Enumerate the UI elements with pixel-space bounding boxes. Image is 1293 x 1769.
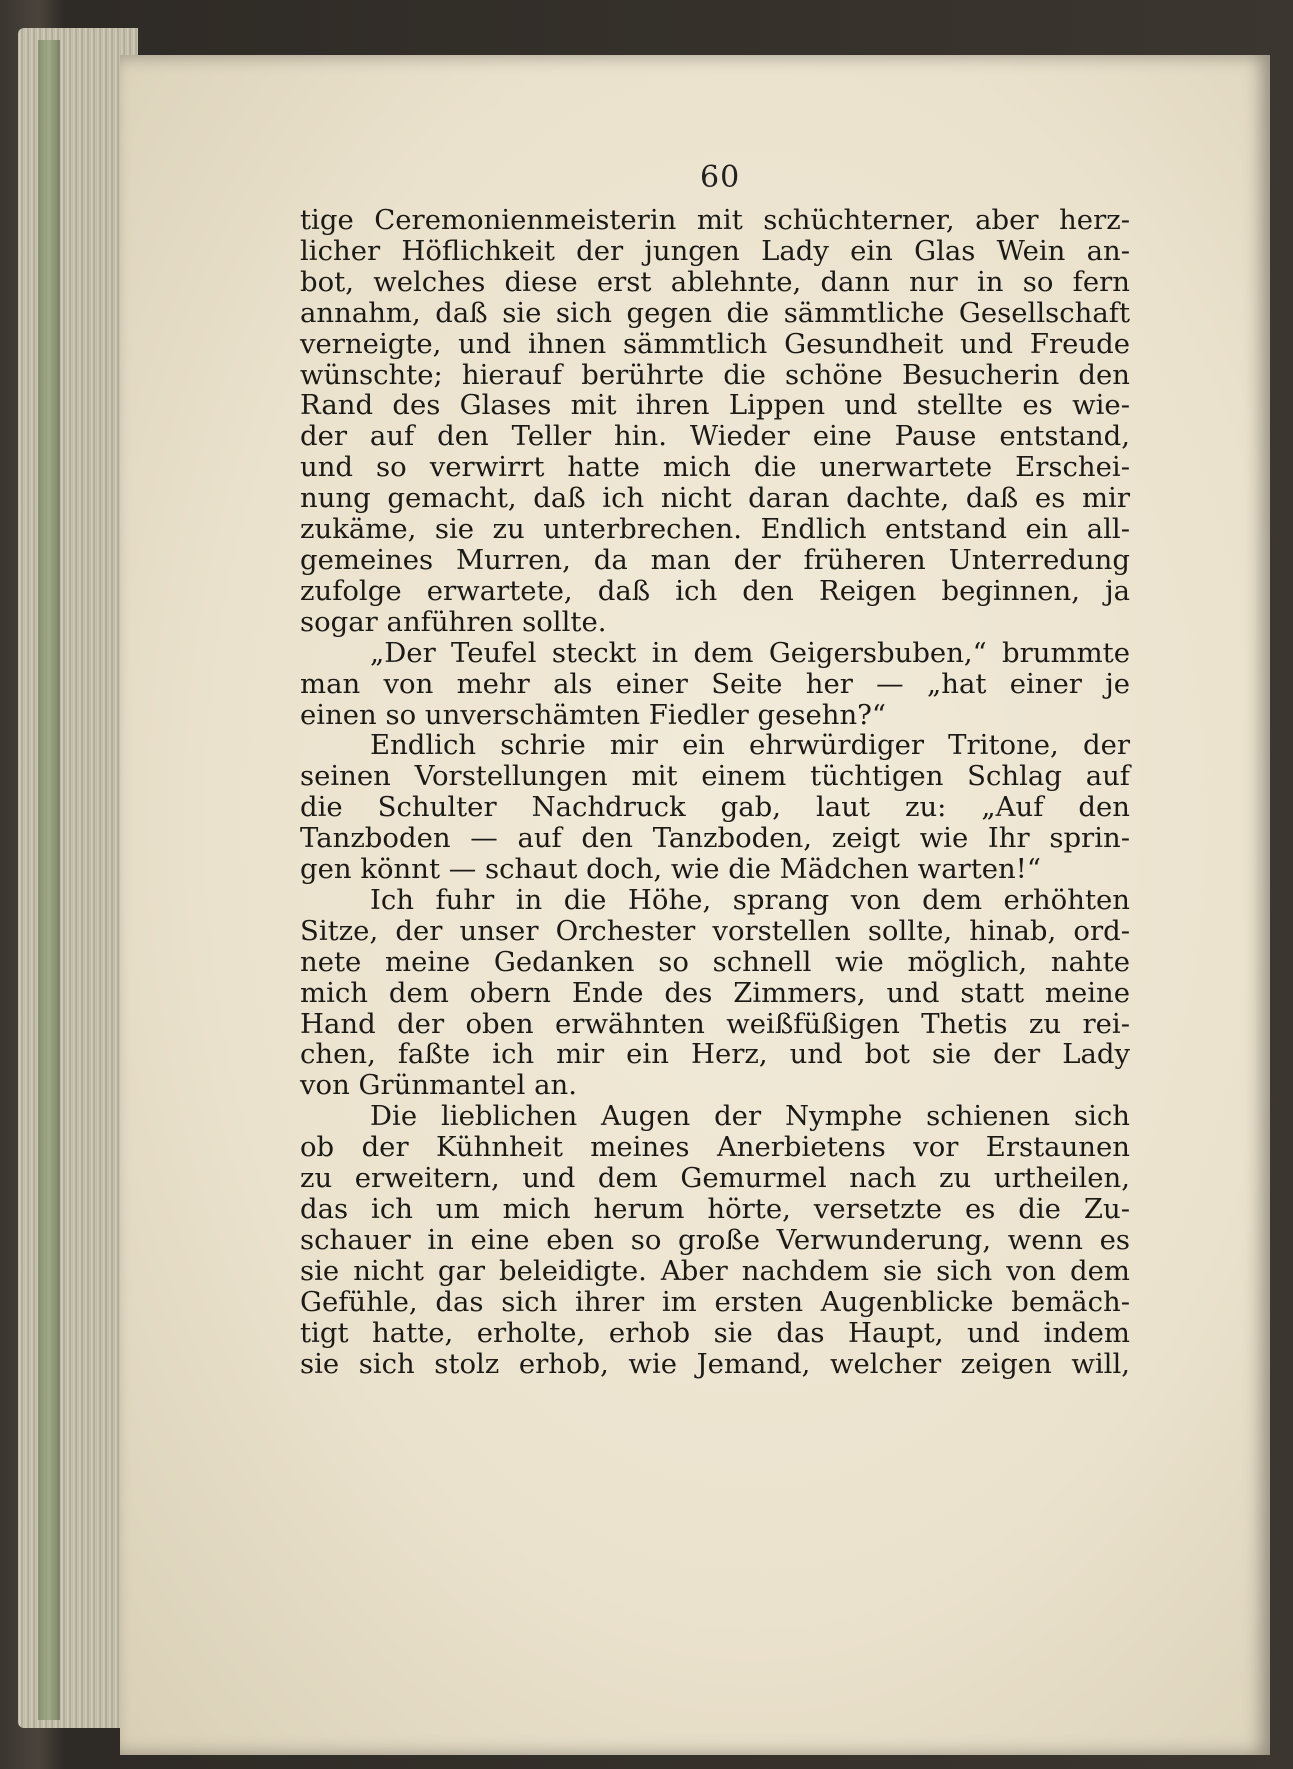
text-line: licher Höflichkeit der jungen Lady ein Glas Wein an- xyxy=(300,234,1130,267)
text-line: Endlich schrie mir ein ehrwürdiger Tritone, der xyxy=(370,729,1130,762)
text-line: verneigte, und ihnen sämmtlich Gesundheit und Freude xyxy=(300,327,1130,360)
text-line: Hand der oben erwähnten weißfüßigen Thetis zu rei- xyxy=(300,1007,1130,1040)
text-line: sie sich stolz erhob, wie Jemand, welcher zeigen will, xyxy=(300,1347,1130,1380)
text-line: nung gemacht, daß ich nicht daran dachte, daß es mir xyxy=(300,482,1130,515)
text-line: der auf den Teller hin. Wieder eine Pause entstand, xyxy=(300,420,1130,453)
text-line: zufolge erwartete, daß ich den Reigen beginnen, ja xyxy=(300,574,1130,607)
green-page-edge xyxy=(38,40,60,1720)
body-text xyxy=(300,205,1130,1379)
text-line: und so verwirrt hatte mich die unerwartete Erschei- xyxy=(300,451,1130,484)
text-line: tige Ceremonienmeisterin mit schüchterner, aber herz- xyxy=(300,204,1130,236)
text-line: sie nicht gar beleidigte. Aber nachdem sie sich von dem xyxy=(300,1254,1130,1287)
text-line: zu erweitern, und dem Gemurmel nach zu urtheilen, xyxy=(300,1162,1130,1195)
text-line: ob der Kühnheit meines Anerbietens vor Erstaunen xyxy=(300,1131,1130,1164)
text-line: Sitze, der unser Orchester vorstellen sollte, hinab, ord- xyxy=(300,914,1130,947)
page-number: 60 xyxy=(700,160,741,195)
text-line: Die lieblichen Augen der Nymphe schienen sich xyxy=(370,1100,1130,1133)
text-line: chen, faßte ich mir ein Herz, und bot sie der Lady xyxy=(300,1038,1130,1071)
text-line: wünschte; hierauf berührte die schöne Besucherin den xyxy=(300,358,1130,391)
text-line: gemeines Murren, da man der früheren Unterredung xyxy=(300,543,1130,576)
text-line: Ich fuhr in die Höhe, sprang von dem erhöhten xyxy=(370,883,1130,916)
text-line: schauer in eine eben so große Verwunderung, wenn es xyxy=(300,1223,1130,1256)
text-line: nete meine Gedanken so schnell wie möglich, nahte xyxy=(300,945,1130,978)
text-line: das ich um mich herum hörte, versetzte es die Zu- xyxy=(300,1193,1130,1225)
text-line: Gefühle, das sich ihrer im ersten Augenblicke bemäch- xyxy=(300,1285,1130,1318)
text-line: gen könnt — schaut doch, wie die Mädchen warten!“ xyxy=(300,853,1041,886)
text-line: sogar anführen sollte. xyxy=(300,605,607,638)
text-line: tigt hatte, erholte, erhob sie das Haupt, und indem xyxy=(300,1316,1130,1349)
text-line: Tanzboden — auf den Tanzboden, zeigt wie Ihr sprin- xyxy=(300,822,1130,855)
text-line: annahm, daß sie sich gegen die sämmtliche Gesellschaft xyxy=(300,296,1130,329)
text-line: einen so unverschämten Fiedler gesehn?“ xyxy=(300,698,886,731)
text-line: die Schulter Nachdruck gab, laut zu: „Auf den xyxy=(300,791,1130,824)
text-line: „Der Teufel steckt in dem Geigersbuben,“ brummte xyxy=(370,636,1130,669)
text-line: Rand des Glases mit ihren Lippen und stellte es wie- xyxy=(300,389,1130,422)
text-line: zukäme, sie zu unterbrechen. Endlich entstand ein all- xyxy=(300,513,1130,546)
text-line: man von mehr als einer Seite her — „hat einer je xyxy=(300,667,1130,700)
text-line: mich dem obern Ende des Zimmers, und statt meine xyxy=(300,976,1130,1009)
text-line: von Grünmantel an. xyxy=(300,1069,577,1102)
text-line: seinen Vorstellungen mit einem tüchtigen Schlag auf xyxy=(300,760,1130,793)
text-line: bot, welches diese erst ablehnte, dann nur in so fern xyxy=(300,265,1130,298)
